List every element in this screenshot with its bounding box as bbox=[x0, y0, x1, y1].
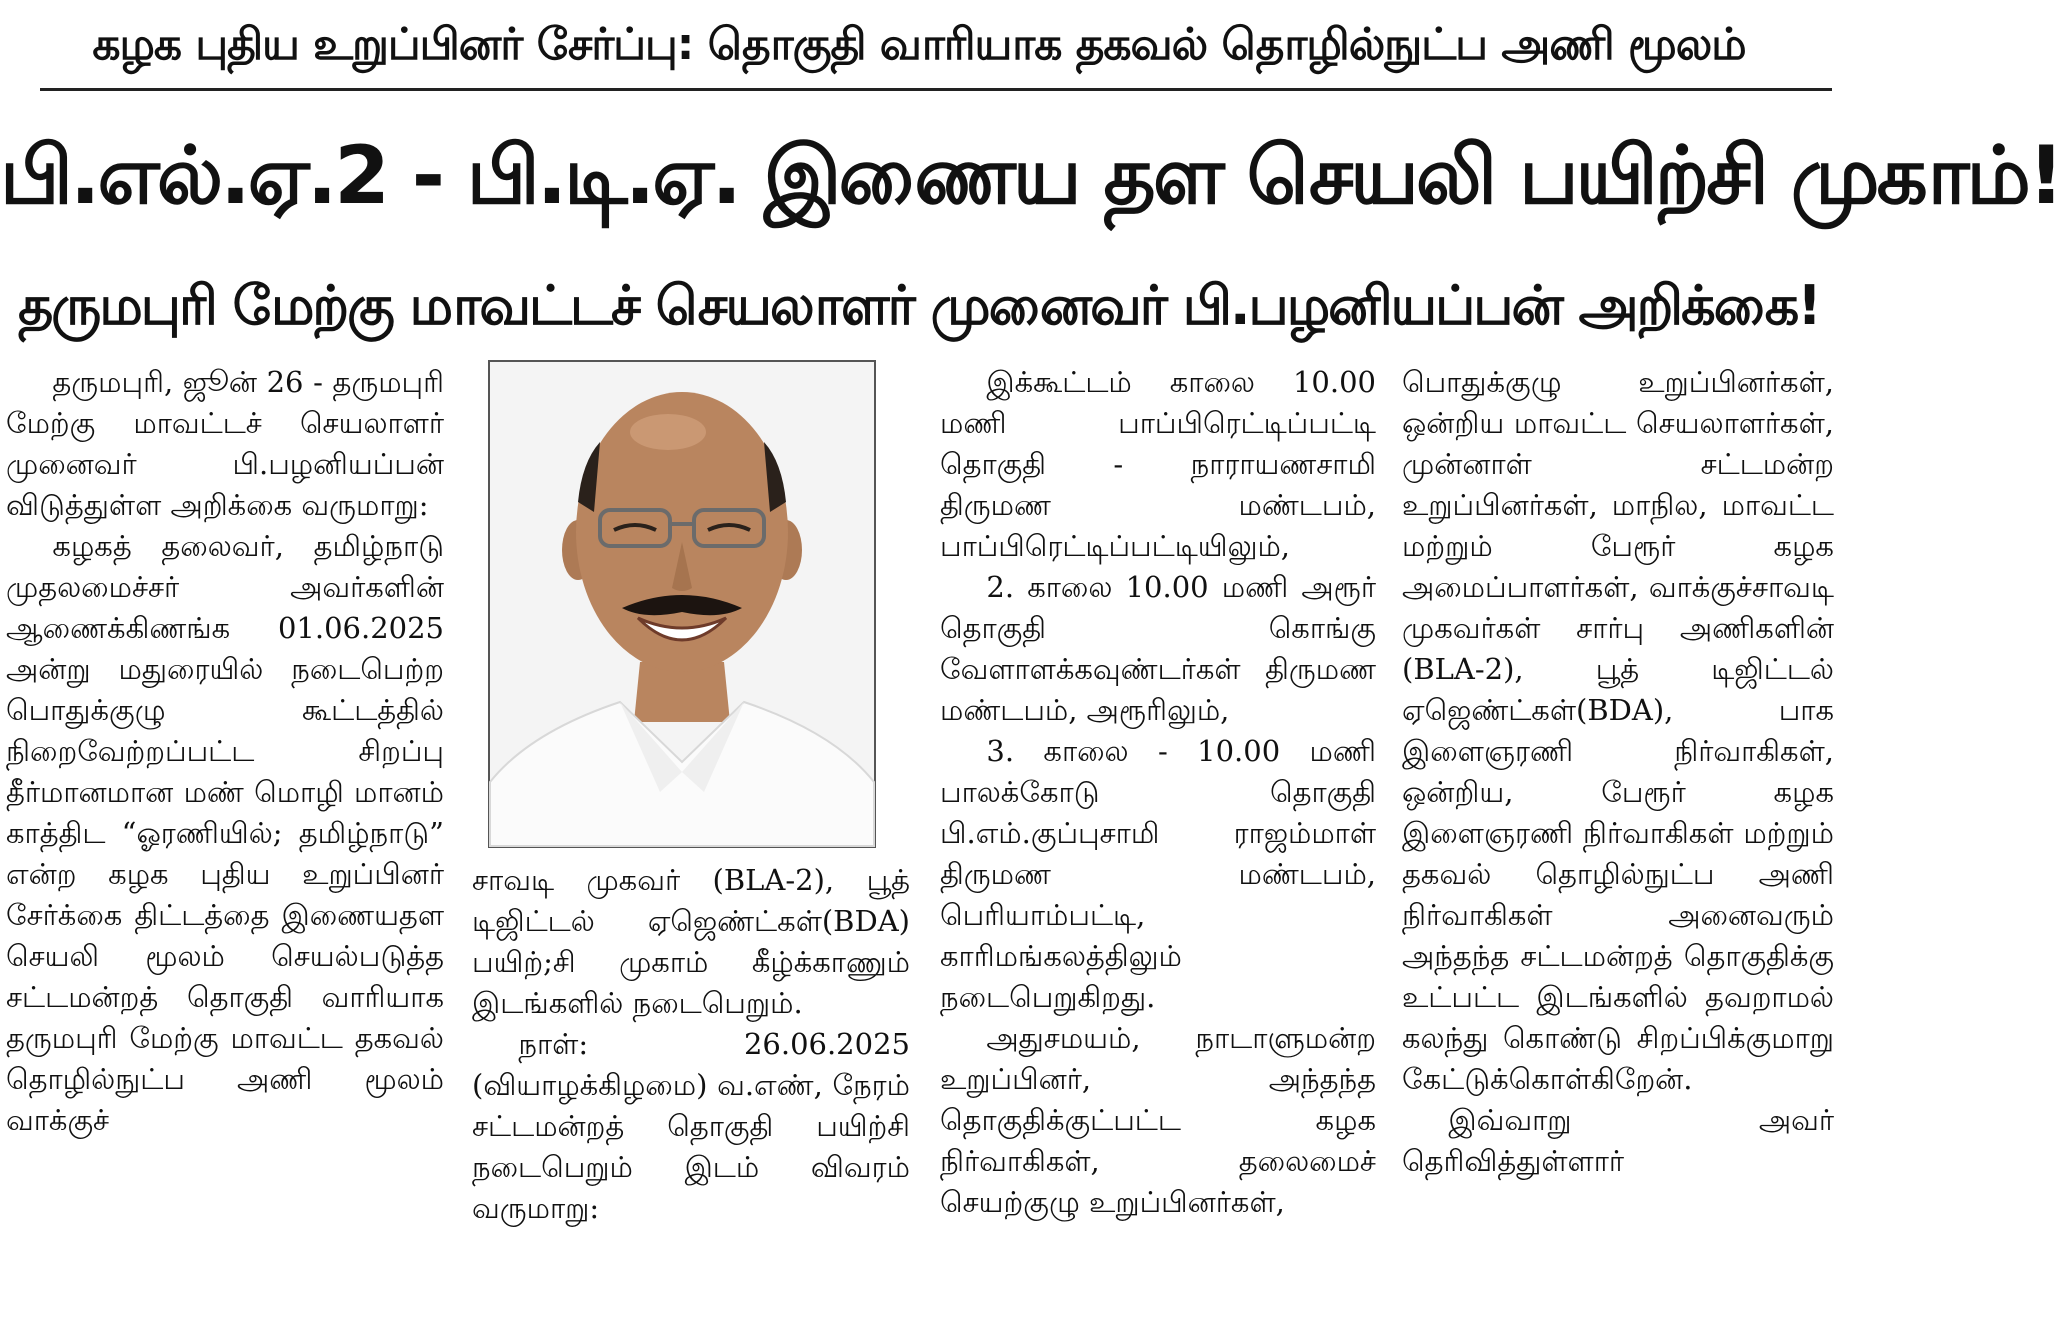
article-paragraph: 2. காலை 10.00 மணி அரூர் தொகுதி கொங்கு வேளாளக்கவுண்டர்கள் திருமண மண்டபம், அரூரிலும், bbox=[940, 570, 1376, 727]
kicker-divider bbox=[40, 88, 1832, 91]
article-paragraph: சாவடி முகவர் (BLA-2), பூத் டிஜிட்டல் ஏஜெண்ட்கள்(BDA) பயிற்;சி முகாம் கீழ்க்காணும் இடங்களில் நடைபெறும். bbox=[472, 863, 910, 1020]
article-paragraph: 3. காலை - 10.00 மணி பாலக்கோடு தொகுதி பி.எம்.குப்புசாமி ராஜம்மாள் திருமண மண்டபம், பெரியாம்பட்டி, காரிமங்கலத்திலும் நடைபெறுகிறது. bbox=[940, 734, 1376, 1014]
article-paragraph: நாள்: 26.06.2025 (வியாழக்கிழமை) வ.எண், நேரம் சட்டமன்றத் தொகுதி பயிற்சி நடைபெறும் இடம் விவரம் வருமாறு: bbox=[472, 1027, 910, 1225]
article-paragraph: அதுசமயம், நாடாளுமன்ற உறுப்பினர், அந்தந்த தொகுதிக்குட்பட்ட கழக நிர்வாகிகள், தலைமைச் செயற்குழு உறுப்பினர்கள், bbox=[940, 1021, 1376, 1219]
kicker-headline: கழக புதிய உறுப்பினர் சேர்ப்பு: தொகுதி வாரியாக தகவல் தொழில்நுட்ப அணி மூலம் bbox=[92, 19, 1746, 70]
article-paragraph: பொதுக்குழு உறுப்பினர்கள், ஒன்றிய மாவட்ட செயலாளர்கள், முன்னாள் சட்டமன்ற உறுப்பினர்கள், மாநில, மாவட்ட மற்றும் பேரூர் கழக அமைப்பாளர்கள், வாக்குச்சாவடி முகவர்கள் சார்பு அணிகளின் (BLA-2), பூத் டிஜிட்டல் ஏஜெண்ட்கள்(BDA), பாக இளைஞரணி நிர்வாகிகள், ஒன்றிய, பேரூர் கழக இளைஞரணி நிர்வாகிகள் மற்றும் தகவல் தொழில்நுட்ப அணி நிர்வாகிகள் அனைவரும் அந்தந்த சட்டமன்றத் தொகுதிக்கு உட்பட்ட இடங்களில் தவறாமல் கலந்து கொண்டு சிறப்பிக்குமாறு கேட்டுக்கொள்கிறேன். bbox=[1402, 365, 1834, 1096]
sub-headline: தருமபுரி மேற்கு மாவட்டச் செயலாளர் முனைவர் பி.பழனியப்பன் அறிக்கை! bbox=[18, 274, 1820, 337]
article-column-4 bbox=[1402, 362, 1834, 1332]
article-column-1 bbox=[6, 362, 444, 1332]
main-headline: பி.எல்.ஏ.2 - பி.டி.ஏ. இணைய தள செயலி பயிற்சி முகாம்! bbox=[0, 129, 2061, 222]
article-paragraph: இக்கூட்டம் காலை 10.00 மணி பாப்பிரெட்டிப்பட்டி தொகுதி - நாராயணசாமி திருமண மண்டபம், பாப்பிரெட்டிப்பட்டியிலும், bbox=[940, 365, 1376, 563]
article-paragraph: இவ்வாறு அவர் தெரிவித்துள்ளார் bbox=[1402, 1103, 1834, 1178]
article-column-2 bbox=[472, 860, 910, 1332]
article-column-3 bbox=[940, 362, 1376, 1332]
portrait-photo bbox=[488, 360, 876, 848]
article-paragraph: தருமபுரி, ஜூன் 26 - தருமபுரி மேற்கு மாவட்டச் செயலாளர் முனைவர் பி.பழனியப்பன் விடுத்துள்ள அறிக்கை வருமாறு: bbox=[6, 365, 444, 522]
portrait-illustration bbox=[490, 362, 874, 846]
article-paragraph: கழகத் தலைவர், தமிழ்நாடு முதலமைச்சர் அவர்களின் ஆணைக்கிணங்க 01.06.2025 அன்று மதுரையில் நடைபெற்ற பொதுக்குழு கூட்டத்தில் நிறைவேற்றப்பட்ட சிறப்பு தீர்மானமான மண் மொழி மானம் காத்திட “ஓரணியில்; தமிழ்நாடு” என்ற கழக புதிய உறுப்பினர் சேர்க்கை திட்டத்தை இணையதள செயலி மூலம் செயல்படுத்த சட்டமன்றத் தொகுதி வாரியாக தருமபுரி மேற்கு மாவட்ட தகவல் தொழில்நுட்ப அணி மூலம் வாக்குச் bbox=[6, 529, 444, 1137]
